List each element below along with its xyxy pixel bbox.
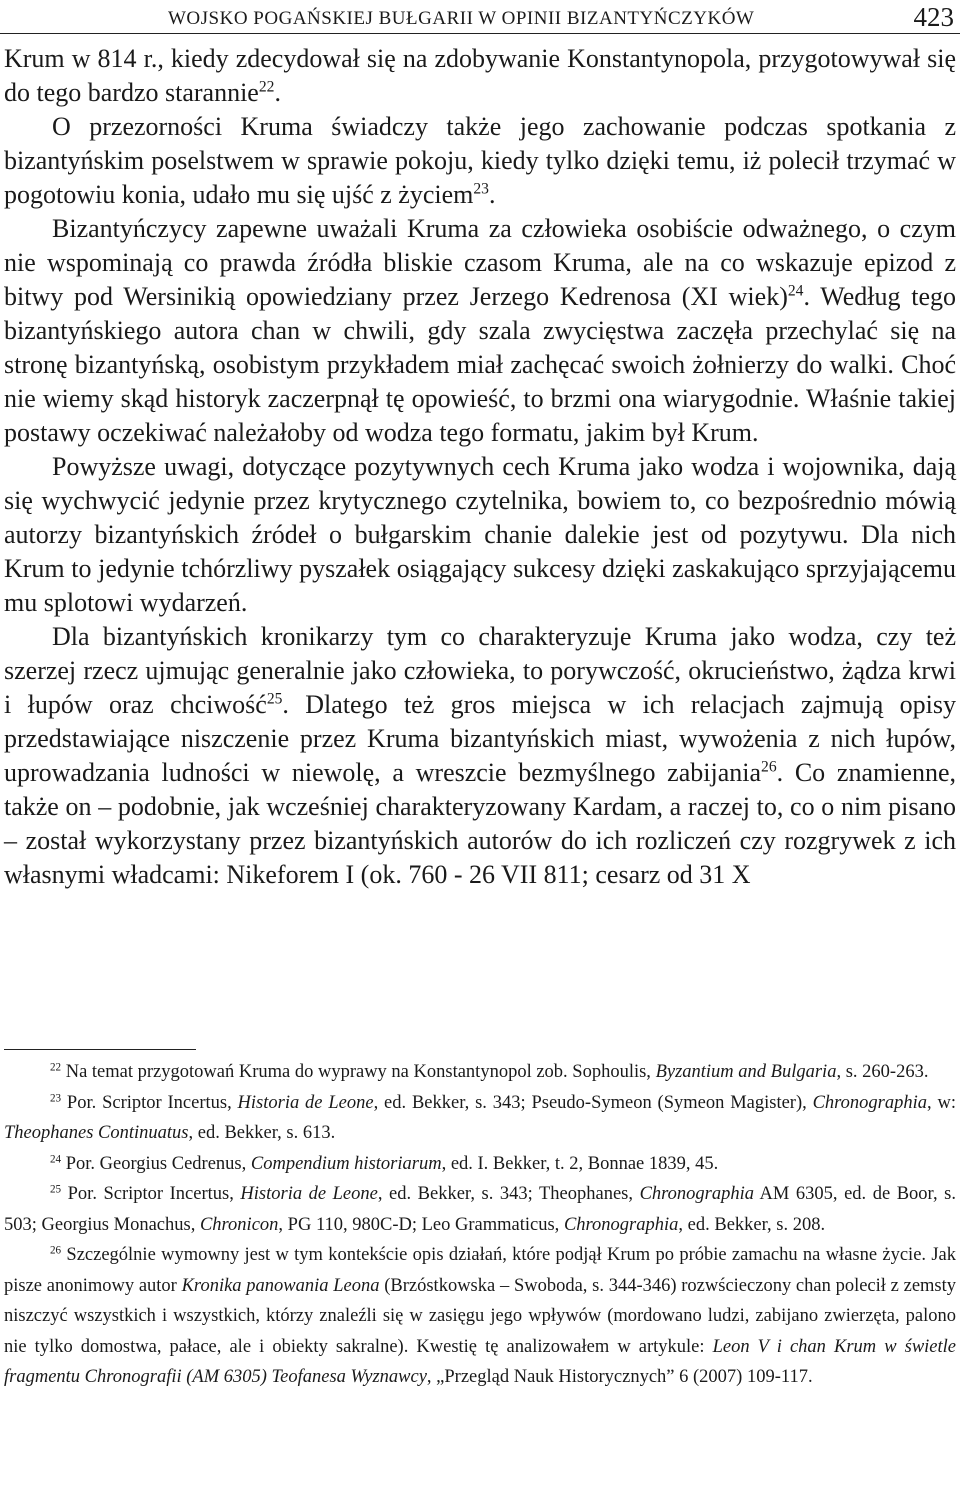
footnote-title: Kronika panowania Leona: [181, 1275, 380, 1296]
footnotes: [4, 1057, 956, 1393]
paragraph-text: .: [274, 78, 281, 107]
paragraph-text: O przezorności Kruma świadczy także jego zachowanie podczas spotkania z bizantyńskim poselstwem w sprawie pokoju, kiedy tylko dzięki temu, iż polecił trzymać w pogotowiu konia, udało mu się ujść z życiem: [4, 112, 956, 209]
footnote-26: [4, 1240, 956, 1393]
footnote-title: Theophanes Continuatus: [4, 1123, 189, 1143]
footnote-separator: [4, 1049, 196, 1050]
paragraph-text: Bizantyńczycy zapewne uważali Kruma za człowieka osobiście odważnego, o czym nie wspominają co prawda źródła bliskie czasom Kruma, ale na co wskazuje epizod z bitwy pod Wersinikią opowiedziany przez Jerzego Kedrenosa (XI wiek): [4, 214, 956, 311]
footnote-number: 22: [50, 1061, 62, 1074]
footnote-title: Historia de Leone: [240, 1184, 378, 1204]
footnote-number: 25: [50, 1183, 62, 1196]
footnote-title: Historia de Leone: [237, 1092, 374, 1113]
paragraph-3: [4, 212, 956, 450]
footnote-text: AM 6305, ed. de Boor, s. 503; Georgius Monachus,: [4, 1184, 956, 1235]
main-text: [4, 42, 956, 892]
footnote-title: Compendium historiarum: [250, 1153, 442, 1174]
footnote-text: , PG 110, 980C-D; Leo Grammaticus,: [278, 1214, 564, 1235]
footnote-title: Chronographia: [639, 1184, 755, 1204]
footnote-text: , „Przegląd Nauk Historycznych” 6 (2007) 109-117.: [426, 1367, 813, 1387]
footnote-ref-22[interactable]: 22: [258, 78, 275, 96]
footnote-number: 26: [50, 1244, 62, 1257]
footnote-ref-26[interactable]: 26: [761, 758, 777, 776]
footnote-text: Por. Scriptor Incertus,: [61, 1184, 241, 1204]
footnote-title: Chronographia: [812, 1092, 928, 1113]
paragraph-text: . Co znamienne, także on – podobnie, jak wcześniej charakteryzowany Kardam, a raczej to, co o nim pisano – został wykorzystany przez bizantyńskich autorów do ich rozliczeń czy rozgrywek z ich własnymi władcami: Nikeforem I (ok. 760 - 26 VII 811; cesarz od 31 X: [4, 758, 957, 889]
page-number: 423: [913, 2, 954, 32]
footnote-text: Por. Georgius Cedrenus,: [61, 1153, 251, 1174]
header-rule: [0, 33, 960, 34]
footnote-text: , ed. I. Bekker, t. 2, Bonnae 1839, 45.: [441, 1153, 719, 1174]
footnote-ref-24[interactable]: 24: [787, 282, 804, 300]
paragraph-5: [4, 620, 956, 892]
footnote-22: [4, 1057, 956, 1088]
footnote-text: , ed. Bekker, s. 613.: [188, 1123, 336, 1143]
running-header-title: WOJSKO POGAŃSKIEJ BUŁGARII W OPINII BIZANTYŃCZYKÓW: [168, 8, 755, 29]
paragraph-text: . Dlatego też gros miejsca w ich relacjach zajmują opisy przedstawiające niszczenie przez Kruma bizantyńskich miast, wywożenia z nich łupów, uprowadzania ludności w niewolę, a wreszcie bezmyślnego zabijania: [4, 690, 956, 787]
footnote-title: Byzantium and Bulgaria: [655, 1062, 837, 1082]
footnote-text: (Brzóstkowska – Swoboda, s. 344-346) rozwścieczony chan polecił z zemsty niszczyć wszystkich i wszystkich, którzy znaleźli się w zasięgu jego wpływów (mordowano ludzi, zabijano zwierzęta, palono nie tylko domostwa, pałace, ale i obiekty sakralne). Kwestię tę analizowałem w artykule:: [4, 1275, 957, 1357]
paragraph-text: Krum w 814 r., kiedy zdecydował się na zdobywanie Konstantynopola, przygotowywał się do tego bardzo starannie: [4, 44, 956, 107]
footnote-ref-23[interactable]: 23: [473, 180, 489, 198]
footnote-title: Leon V i chan Krum w świetle fragmentu Chronografii (AM 6305) Teofanesa Wyznawcy: [4, 1336, 957, 1387]
footnote-title: Chronicon: [199, 1214, 279, 1235]
footnote-text: , w:: [927, 1092, 956, 1113]
footnote-23: [4, 1088, 956, 1149]
footnote-number: 23: [50, 1091, 62, 1104]
footnote-title: Chronographia: [563, 1214, 679, 1235]
running-header: [0, 2, 960, 32]
footnote-text: Na temat przygotowań Kruma do wyprawy na Konstantynopol zob. Sophoulis,: [61, 1062, 656, 1082]
paragraph-1: [4, 42, 956, 110]
paragraph-text: .: [488, 180, 496, 209]
paragraph-text: . Według tego bizantyńskiego autora chan w chwili, gdy szala zwycięstwa zaczęła przechylać się na stronę bizantyńską, osobistym przykładem miał zachęcać swoich żołnierzy do walki. Choć nie wiemy skąd historyk zaczerpnął tę opowieść, to brzmi ona wiarygodnie. Właśnie takiej postawy oczekiwać należałoby od wodza tego formatu, jakim był Krum.: [4, 282, 956, 447]
footnote-ref-25[interactable]: 25: [266, 690, 283, 708]
paragraph-4: Powyższe uwagi, dotyczące pozytywnych cech Kruma jako wodza i wojownika, dają się wychwycić jedynie przez krytycznego czytelnika, bowiem to, co bezpośrednio mówią autorzy bizantyńskich źródeł o bułgarskim chanie dalekie jest od pozytywu. Dla nich Krum to jedynie tchórzliwy pyszałek osiągający sukcesy dzięki zaskakująco sprzyjającemu mu splotowi wydarzeń.: [4, 452, 956, 617]
footnote-text: Por. Scriptor Incertus,: [61, 1092, 238, 1113]
footnote-text: , ed. Bekker, s. 343; Pseudo-Symeon (Symeon Magister),: [373, 1092, 813, 1113]
paragraph-text: Dla bizantyńskich kronikarzy tym co charakteryzuje Kruma jako wodza, czy też szerzej rzecz ujmując generalnie jako człowieka, to porywczość, okrucieństwo, żądza krwi i łupów oraz chciwość: [4, 622, 956, 719]
footnote-text: , ed. Bekker, s. 343; Theophanes,: [377, 1184, 640, 1204]
footnote-text: , ed. Bekker, s. 208.: [678, 1214, 826, 1235]
footnote-text: Szczególnie wymowny jest w tym kontekście opis działań, które podjął Krum po próbie zamachu na własne życie. Jak pisze anonimowy autor: [4, 1245, 956, 1296]
footnote-25: [4, 1179, 956, 1240]
footnote-number: 24: [50, 1152, 62, 1165]
footnote-24: [4, 1149, 956, 1180]
footnote-text: , s. 260-263.: [836, 1062, 929, 1082]
paragraph-2: [4, 110, 956, 212]
